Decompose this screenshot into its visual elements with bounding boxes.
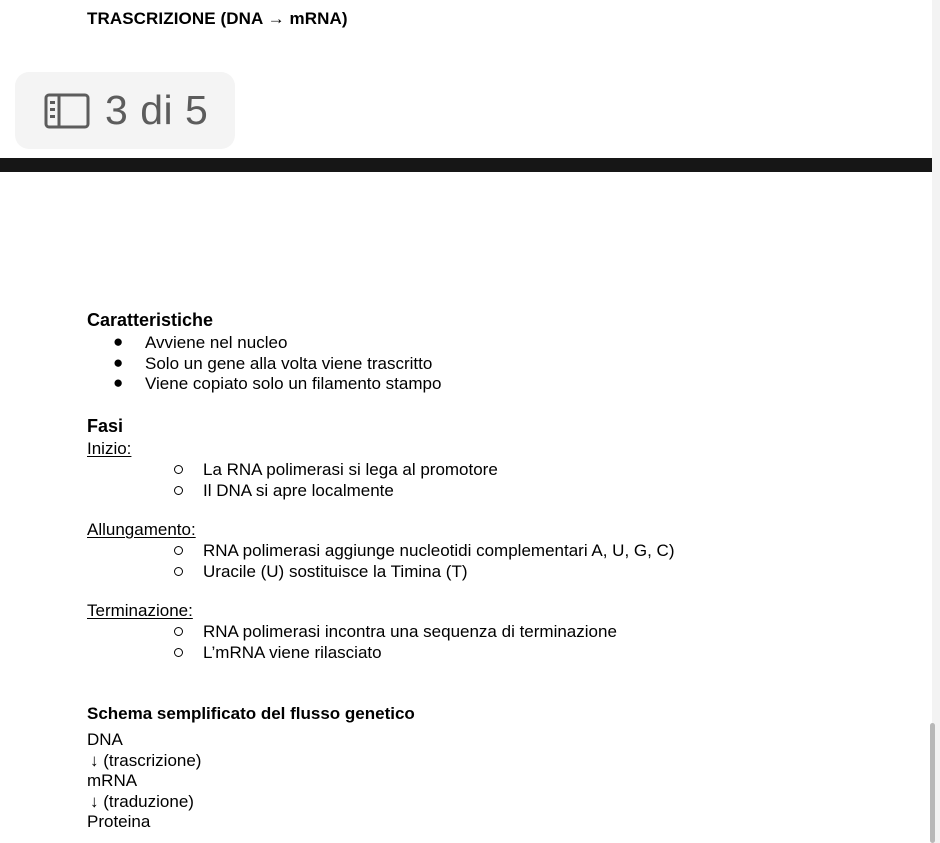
characteristics-title: Caratteristiche xyxy=(87,310,214,330)
scheme-line: DNA xyxy=(87,730,123,749)
current-page xyxy=(0,172,932,843)
phase-item: Il DNA si apre localmente xyxy=(203,481,394,500)
sidebar-panel-icon[interactable] xyxy=(44,93,90,129)
scrollbar-track[interactable] xyxy=(932,0,940,843)
scheme-line: ↓ (trascrizione) xyxy=(90,751,202,770)
page-indicator[interactable] xyxy=(15,72,235,149)
circle-bullet-icon xyxy=(174,486,183,495)
phase-item: Uracile (U) sostituisce la Timina (T) xyxy=(203,562,468,581)
phase-item: La RNA polimerasi si lega al promotore xyxy=(203,460,498,479)
bullet-icon: ● xyxy=(113,332,124,351)
phase-item: RNA polimerasi aggiunge nucleotidi complementari A, U, G, C) xyxy=(203,541,675,560)
page-indicator-text: 3 di 5 xyxy=(105,87,209,133)
scheme-line: mRNA xyxy=(87,771,138,790)
circle-bullet-icon xyxy=(174,567,183,576)
circle-bullet-icon xyxy=(174,546,183,555)
phase-item: RNA polimerasi incontra una sequenza di terminazione xyxy=(203,622,617,641)
scheme-line: Proteina xyxy=(87,812,151,831)
phase-label-elongation: Allungamento: xyxy=(87,520,196,539)
phase-item: L’mRNA viene rilasciato xyxy=(203,643,382,662)
scheme-line: ↓ (traduzione) xyxy=(90,792,194,811)
page-separator xyxy=(0,158,940,172)
phase-label-termination: Terminazione: xyxy=(87,601,193,620)
characteristic-item: Avviene nel nucleo xyxy=(145,333,288,352)
circle-bullet-icon xyxy=(174,648,183,657)
bullet-icon: ● xyxy=(113,373,124,392)
scheme-title: Schema semplificato del flusso genetico xyxy=(87,704,415,723)
phases-title: Fasi xyxy=(87,416,124,436)
characteristic-item: Solo un gene alla volta viene trascritto xyxy=(145,354,433,373)
scrollbar-thumb[interactable] xyxy=(930,723,935,843)
phase-label-start: Inizio: xyxy=(87,439,132,458)
bullet-icon: ● xyxy=(113,353,124,372)
circle-bullet-icon xyxy=(174,627,183,636)
previous-page-heading: TRASCRIZIONE (DNA → mRNA) xyxy=(87,9,348,28)
characteristic-item: Viene copiato solo un filamento stampo xyxy=(145,374,442,393)
circle-bullet-icon xyxy=(174,465,183,474)
